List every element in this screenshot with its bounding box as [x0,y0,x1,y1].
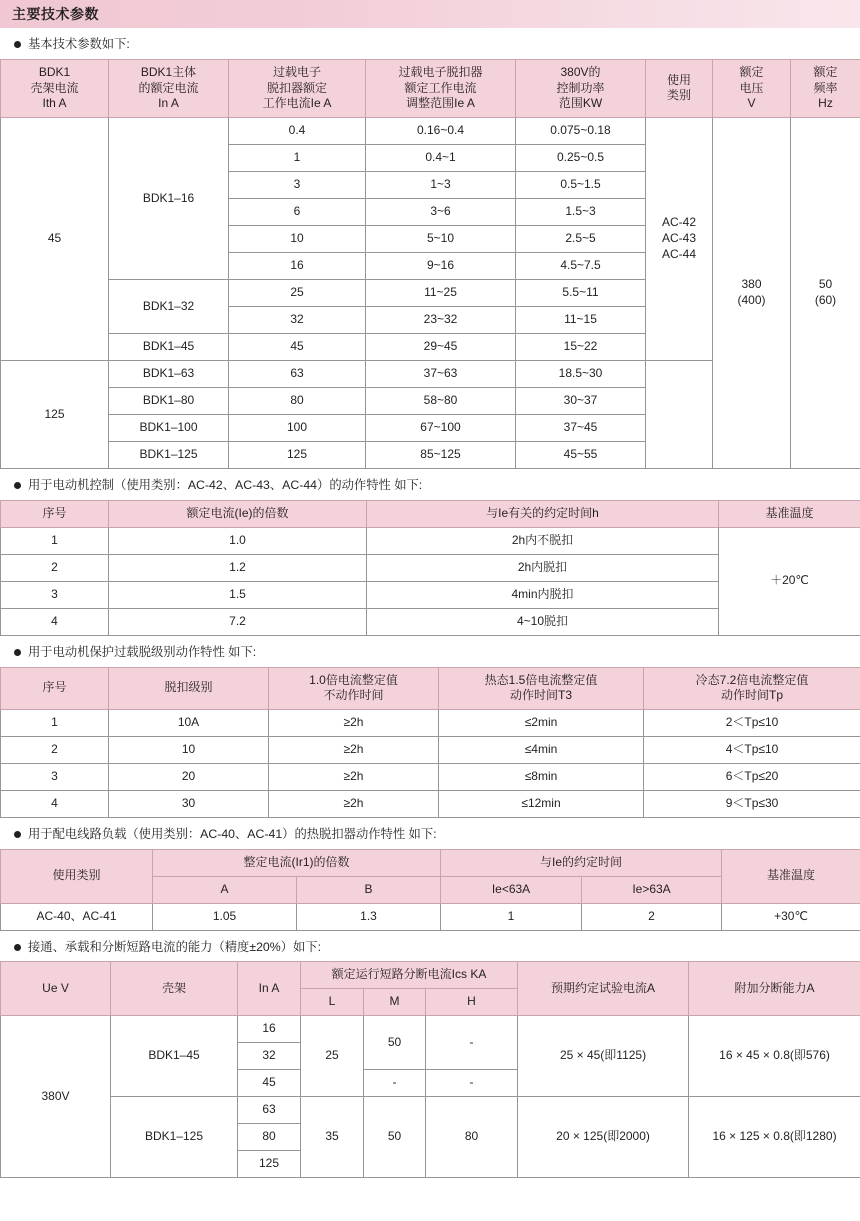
cell-frame-125: 125 [1,361,109,469]
cell-multiple: 7.2 [109,608,367,635]
cell-time: 2h内不脱扣 [367,527,719,554]
cell-seq-no: 4 [1,791,109,818]
cell-range: 11~25 [366,280,516,307]
bullet-overload-class [0,636,860,667]
cell-in-current: 45 [238,1070,301,1097]
table-header-row [1,59,860,117]
cell-time: 2h内脱扣 [367,554,719,581]
cell-ie: 1 [229,145,366,172]
cell-model-bdk1-80: BDK1–80 [109,388,229,415]
header-rated-frequency: 额定 频率 Hz [791,59,860,117]
cell-trip-class: 10A [109,710,269,737]
header-adjust-range: 过载电子脱扣器 额定工作电流 调整范围Ie A [366,59,516,117]
header-multiple-a: A [153,876,297,903]
header-hot-trip-time: 热态1.5倍电流整定值 动作时间T3 [439,667,644,710]
cell-no-trip-time: ≥2h [269,710,439,737]
table-row [1,527,860,554]
cell-kw: 18.5~30 [516,361,646,388]
cell-extra-breaking-capacity: 16 × 45 × 0.8(即576) [689,1016,860,1097]
header-agreed-time-group: 与Ie的约定时间 [441,849,722,876]
cell-seq-no: 3 [1,581,109,608]
table-header-row [1,667,860,710]
cell-frame-bdk1-45: BDK1–45 [111,1016,238,1097]
cell-ie: 3 [229,172,366,199]
cell-hot-trip-time: ≤8min [439,764,644,791]
cell-rated-voltage: 380 (400) [713,118,791,469]
cell-ics-m: - [364,1070,426,1097]
cell-cold-trip-time: 2＜Tp≤10 [644,710,860,737]
cell-expected-test-current: 25 × 45(即1125) [518,1016,689,1097]
cell-kw: 37~45 [516,415,646,442]
cell-ie: 0.4 [229,118,366,145]
cell-no-trip-time: ≥2h [269,737,439,764]
cell-kw: 15~22 [516,334,646,361]
cell-ac-category-empty [646,361,713,469]
cell-no-trip-time: ≥2h [269,764,439,791]
bullet-distribution-load [0,818,860,849]
header-base-temperature: 基准温度 [722,849,860,903]
cell-in-current: 63 [238,1097,301,1124]
bullet-short-circuit-capacity [0,931,860,962]
section-banner [0,0,860,28]
cell-model-bdk1-32: BDK1–32 [109,280,229,334]
header-frame-current: BDK1 壳架电流 Ith A [1,59,109,117]
table-row [1,1097,860,1124]
cell-hot-trip-time: ≤4min [439,737,644,764]
cell-range: 29~45 [366,334,516,361]
cell-kw: 1.5~3 [516,199,646,226]
header-trip-class: 脱扣级别 [109,667,269,710]
cell-expected-test-current: 20 × 125(即2000) [518,1097,689,1178]
cell-seq-no: 1 [1,710,109,737]
cell-multiple: 1.2 [109,554,367,581]
cell-ie: 25 [229,280,366,307]
header-setting-current-multiple: 整定电流(Ir1)的倍数 [153,849,441,876]
cell-hot-trip-time: ≤12min [439,791,644,818]
bullet-text: 用于电动机保护过载脱级别动作特性 如下: [28,644,257,659]
cell-range: 37~63 [366,361,516,388]
cell-time: 4min内脱扣 [367,581,719,608]
table-row [1,764,860,791]
header-ue-voltage: Ue V [1,962,111,1016]
cell-range: 9~16 [366,253,516,280]
cell-kw: 0.25~0.5 [516,145,646,172]
cell-range: 23~32 [366,307,516,334]
cell-ie: 80 [229,388,366,415]
cell-ie: 100 [229,415,366,442]
table-header-row [1,500,860,527]
bullet-text: 接通、承载和分断短路电流的能力（精度±20%）如下: [28,939,322,954]
header-usage-category: 使用 类别 [646,59,713,117]
table-row [1,737,860,764]
cell-multiple-b: 1.3 [297,903,441,930]
header-ics-l: L [301,989,364,1016]
cell-range: 3~6 [366,199,516,226]
table-row [1,118,860,145]
cell-kw: 0.5~1.5 [516,172,646,199]
cell-kw: 2.5~5 [516,226,646,253]
table-row [1,791,860,818]
cell-ie-lt-63a: 1 [441,903,582,930]
cell-cold-trip-time: 4＜Tp≤10 [644,737,860,764]
cell-no-trip-time: ≥2h [269,791,439,818]
cell-model-bdk1-63: BDK1–63 [109,361,229,388]
cell-range: 1~3 [366,172,516,199]
table-motor-control-characteristics [0,500,860,636]
table-overload-trip-class [0,667,860,819]
bullet-dot-icon [14,649,21,656]
header-in-current: In A [238,962,301,1016]
cell-range: 67~100 [366,415,516,442]
cell-ie: 6 [229,199,366,226]
header-ics-h: H [426,989,518,1016]
header-ics-group: 额定运行短路分断电流Ics KA [301,962,518,989]
cell-ie: 10 [229,226,366,253]
cell-ie: 32 [229,307,366,334]
cell-cold-trip-time: 6＜Tp≤20 [644,764,860,791]
cell-multiple-a: 1.05 [153,903,297,930]
cell-kw: 30~37 [516,388,646,415]
cell-ie-gt-63a: 2 [582,903,722,930]
table-thermal-trip-characteristics [0,849,860,931]
header-no-trip-time: 1.0倍电流整定值 不动作时间 [269,667,439,710]
header-expected-test-current: 预期约定试验电流A [518,962,689,1016]
cell-ics-l: 35 [301,1097,364,1178]
cell-ics-h: - [426,1016,518,1070]
cell-range: 58~80 [366,388,516,415]
cell-in-current: 80 [238,1124,301,1151]
bullet-dot-icon [14,831,21,838]
cell-trip-class: 30 [109,791,269,818]
table-basic-parameters [0,59,860,469]
table-short-circuit-capacity [0,961,860,1178]
cell-ics-h: 80 [426,1097,518,1178]
header-control-power: 380V的 控制功率 范围KW [516,59,646,117]
bullet-dot-icon [14,482,21,489]
header-multiple-b: B [297,876,441,903]
cell-usage-category: AC-40、AC-41 [1,903,153,930]
cell-kw: 4.5~7.5 [516,253,646,280]
header-ie-lt-63a: Ie<63A [441,876,582,903]
cell-seq-no: 4 [1,608,109,635]
header-agreed-time: 与Ie有关的约定时间h [367,500,719,527]
cell-seq-no: 2 [1,554,109,581]
cell-model-bdk1-45: BDK1–45 [109,334,229,361]
cell-base-temperature: +30℃ [722,903,860,930]
header-frame: 壳架 [111,962,238,1016]
cell-rated-frequency: 50 (60) [791,118,860,469]
cell-ie: 45 [229,334,366,361]
cell-trip-class: 10 [109,737,269,764]
cell-cold-trip-time: 9＜Tp≤30 [644,791,860,818]
cell-ie: 125 [229,442,366,469]
bullet-basic-params [0,28,860,59]
table-header-row [1,962,860,989]
cell-multiple: 1.0 [109,527,367,554]
cell-ie: 63 [229,361,366,388]
header-seq-no: 序号 [1,667,109,710]
cell-in-current: 16 [238,1016,301,1043]
table-row [1,710,860,737]
cell-multiple: 1.5 [109,581,367,608]
header-extra-breaking-capacity: 附加分断能力A [689,962,860,1016]
bullet-text: 用于电动机控制（使用类别：AC-42、AC-43、AC-44）的动作特性 如下: [28,478,423,493]
bullet-motor-control [0,469,860,500]
table-header-row [1,849,860,876]
page-title: 主要技术参数 [12,6,99,22]
cell-kw: 0.075~0.18 [516,118,646,145]
cell-model-bdk1-125: BDK1–125 [109,442,229,469]
cell-in-current: 125 [238,1151,301,1178]
cell-range: 0.4~1 [366,145,516,172]
cell-ics-l: 25 [301,1016,364,1097]
cell-seq-no: 2 [1,737,109,764]
header-trip-working-current: 过载电子 脱扣器额定 工作电流Ie A [229,59,366,117]
cell-model-bdk1-100: BDK1–100 [109,415,229,442]
cell-ics-m: 50 [364,1016,426,1070]
cell-kw: 5.5~11 [516,280,646,307]
cell-range: 85~125 [366,442,516,469]
cell-range: 5~10 [366,226,516,253]
header-ie-gt-63a: Ie>63A [582,876,722,903]
cell-ue-voltage: 380V [1,1016,111,1178]
cell-base-temperature: ＋20℃ [719,527,860,635]
header-usage-category: 使用类别 [1,849,153,903]
cell-trip-class: 20 [109,764,269,791]
header-rated-voltage: 额定 电压 V [713,59,791,117]
cell-kw: 11~15 [516,307,646,334]
cell-extra-breaking-capacity: 16 × 125 × 0.8(即1280) [689,1097,860,1178]
cell-frame-bdk1-125: BDK1–125 [111,1097,238,1178]
cell-model-bdk1-16: BDK1–16 [109,118,229,280]
cell-ie: 16 [229,253,366,280]
header-seq-no: 序号 [1,500,109,527]
cell-kw: 45~55 [516,442,646,469]
bullet-dot-icon [14,944,21,951]
cell-ics-h: - [426,1070,518,1097]
table-row [1,903,860,930]
bullet-text: 基本技术参数如下: [28,37,130,51]
table-row [1,1016,860,1043]
header-base-temperature: 基准温度 [719,500,860,527]
bullet-text: 用于配电线路负载（使用类别：AC-40、AC-41）的热脱扣器动作特性 如下: [28,827,437,842]
cell-seq-no: 1 [1,527,109,554]
cell-seq-no: 3 [1,764,109,791]
cell-in-current: 32 [238,1043,301,1070]
header-ics-m: M [364,989,426,1016]
header-current-multiple: 额定电流(Ie)的倍数 [109,500,367,527]
cell-range: 0.16~0.4 [366,118,516,145]
cell-hot-trip-time: ≤2min [439,710,644,737]
header-cold-trip-time: 冷态7.2倍电流整定值 动作时间Tp [644,667,860,710]
bullet-dot-icon [14,41,21,48]
cell-ac-category: AC-42 AC-43 AC-44 [646,118,713,361]
cell-frame-45: 45 [1,118,109,361]
cell-time: 4~10脱扣 [367,608,719,635]
cell-ics-m: 50 [364,1097,426,1178]
header-rated-current: BDK1主体 的额定电流 In A [109,59,229,117]
